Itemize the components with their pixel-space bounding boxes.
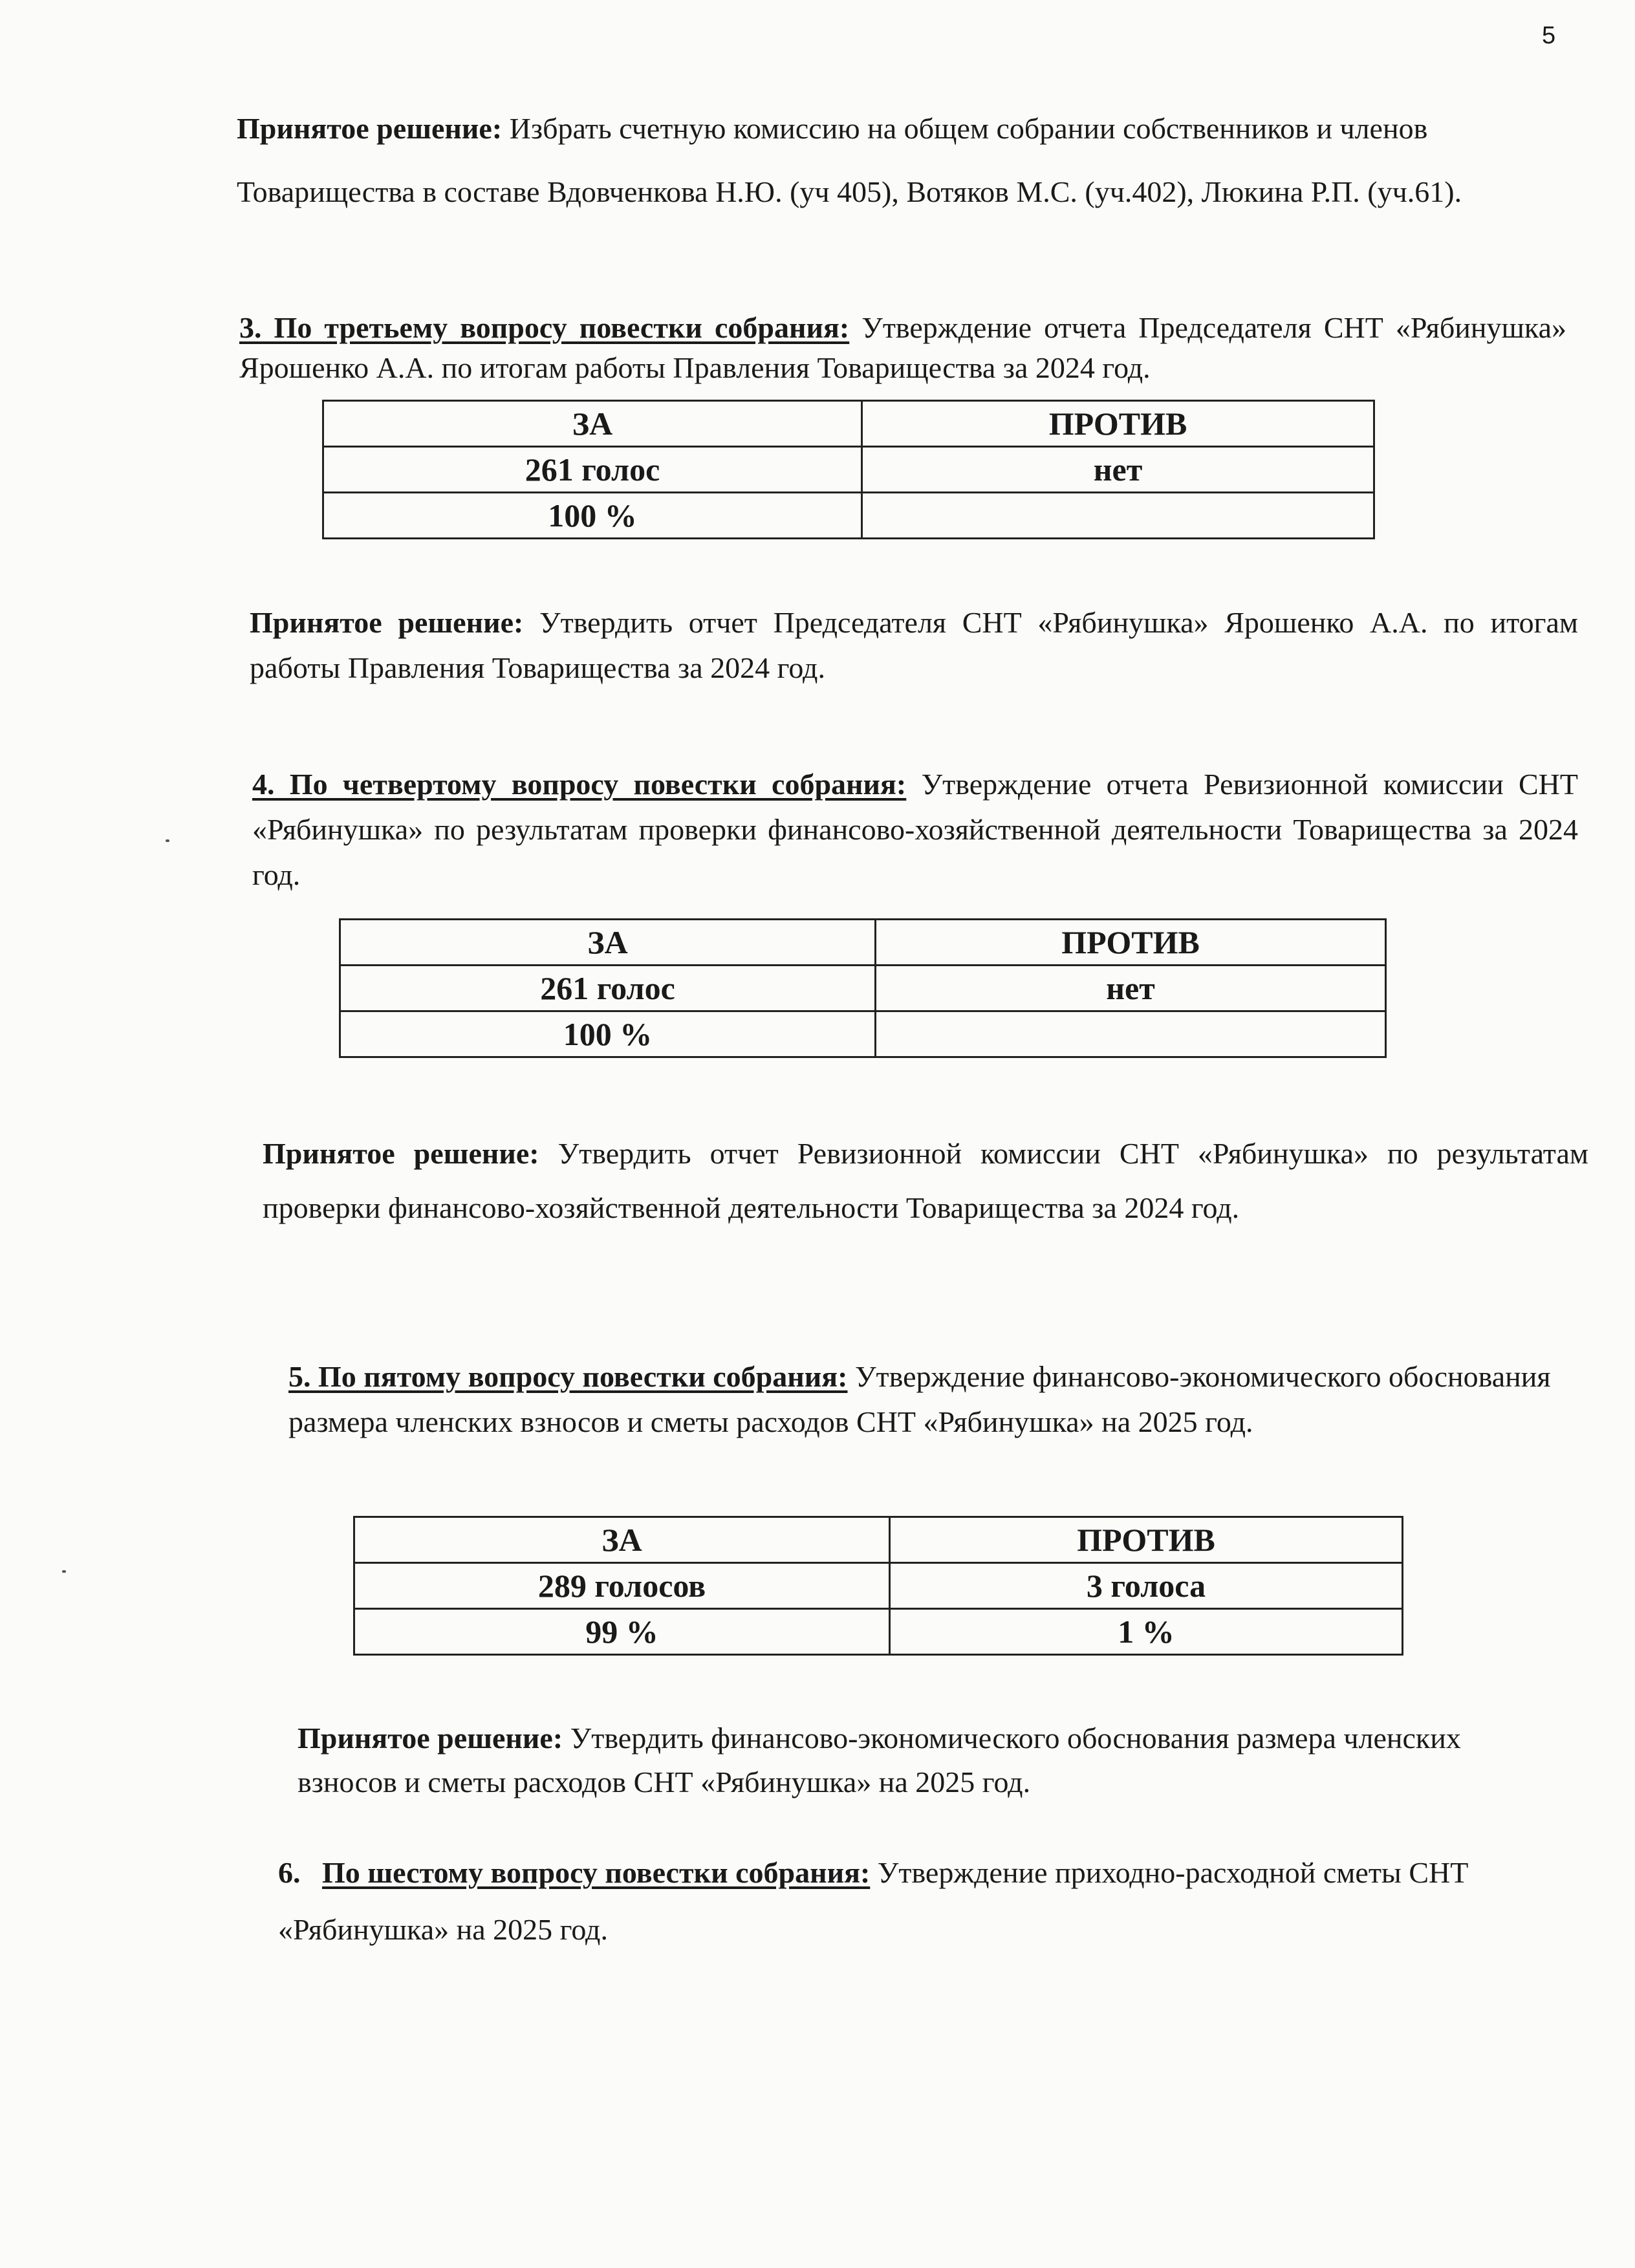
against-percent-cell (862, 493, 1374, 539)
section-3-heading: 3. По третьему вопросу повестки собрания: (239, 311, 850, 344)
decision-text: Утвердить отчет Председателя СНТ «Рябинушка» Ярошенко А.А. по итогам работы Правления Товарищества за 2024 год. (250, 606, 1578, 684)
decision-label: Принятое решение: (263, 1137, 539, 1170)
decision-label: Принятое решение: (237, 112, 503, 145)
against-votes-cell: нет (862, 447, 1374, 493)
section-5-vote-table (353, 1516, 1403, 1656)
decision-text: Утвердить отчет Ревизионной комиссии СНТ «Рябинушка» по результатам проверки финансово-хозяйственной деятельности Товарищества за 2024 год. (263, 1137, 1588, 1224)
for-percent-cell: 99 % (354, 1609, 890, 1655)
decision-counting-commission (237, 97, 1569, 224)
against-percent-cell: 1 % (890, 1609, 1403, 1655)
against-votes-cell: 3 голоса (890, 1563, 1403, 1609)
section-5-heading: 5. По пятому вопросу повестки собрания: (288, 1360, 848, 1393)
for-percent-cell: 100 % (340, 1011, 876, 1057)
section-5-question (288, 1354, 1582, 1445)
scan-speck (166, 839, 169, 842)
section-6-question (278, 1844, 1578, 1958)
section-3-vote-table (322, 400, 1375, 539)
decision-text: Избрать счетную комиссию на общем собрании собственников и членов Товарищества в составе Вдовченкова Н.Ю. (уч 405), Вотяков М.С. (уч.402), Люкина Р.П. (уч.61). (237, 112, 1462, 208)
col-against-header: ПРОТИВ (862, 401, 1374, 447)
section-4-decision (263, 1127, 1588, 1235)
section-6-text: Утверждение приходно-расходной сметы СНТ «Рябинушка» на 2025 год. (278, 1856, 1469, 1946)
section-4-heading: 4. По четвертому вопросу повестки собрания: (252, 768, 907, 801)
col-against-header: ПРОТИВ (890, 1517, 1403, 1563)
col-for-header: ЗА (323, 401, 862, 447)
against-votes-cell: нет (876, 966, 1386, 1011)
page-number: 5 (1542, 22, 1556, 49)
section-4-vote-table (339, 918, 1387, 1058)
decision-label: Принятое решение: (250, 606, 524, 639)
decision-text: Утвердить финансово-экономического обоснования размера членских взносов и сметы расходов СНТ «Рябинушка» на 2025 год. (298, 1722, 1461, 1798)
section-4-question (252, 762, 1578, 898)
col-for-header: ЗА (340, 920, 876, 966)
section-5-text: Утверждение финансово-экономического обоснования размера членских взносов и сметы расходов СНТ «Рябинушка» на 2025 год. (288, 1360, 1551, 1438)
section-6-heading: По шестому вопросу повестки собрания: (322, 1856, 871, 1889)
col-against-header: ПРОТИВ (876, 920, 1386, 966)
section-4-text: Утверждение отчета Ревизионной комиссии СНТ «Рябинушка» по результатам проверки финансово-хозяйственной деятельности Товарищества за 2024 год. (252, 768, 1579, 891)
section-3-text: Утверждение отчета Председателя СНТ «Рябинушка» Ярошенко А.А. по итогам работы Правления Товарищества за 2024 год. (239, 311, 1566, 384)
for-votes-cell: 261 голос (340, 966, 876, 1011)
decision-label: Принятое решение: (298, 1722, 563, 1755)
section-5-decision (298, 1716, 1552, 1804)
for-votes-cell: 289 голосов (354, 1563, 890, 1609)
for-votes-cell: 261 голос (323, 447, 862, 493)
against-percent-cell (876, 1011, 1386, 1057)
section-3-decision (250, 600, 1578, 691)
section-6-number: 6. (278, 1856, 301, 1889)
scan-speck (62, 1570, 66, 1573)
section-3-question (239, 308, 1566, 388)
for-percent-cell: 100 % (323, 493, 862, 539)
col-for-header: ЗА (354, 1517, 890, 1563)
